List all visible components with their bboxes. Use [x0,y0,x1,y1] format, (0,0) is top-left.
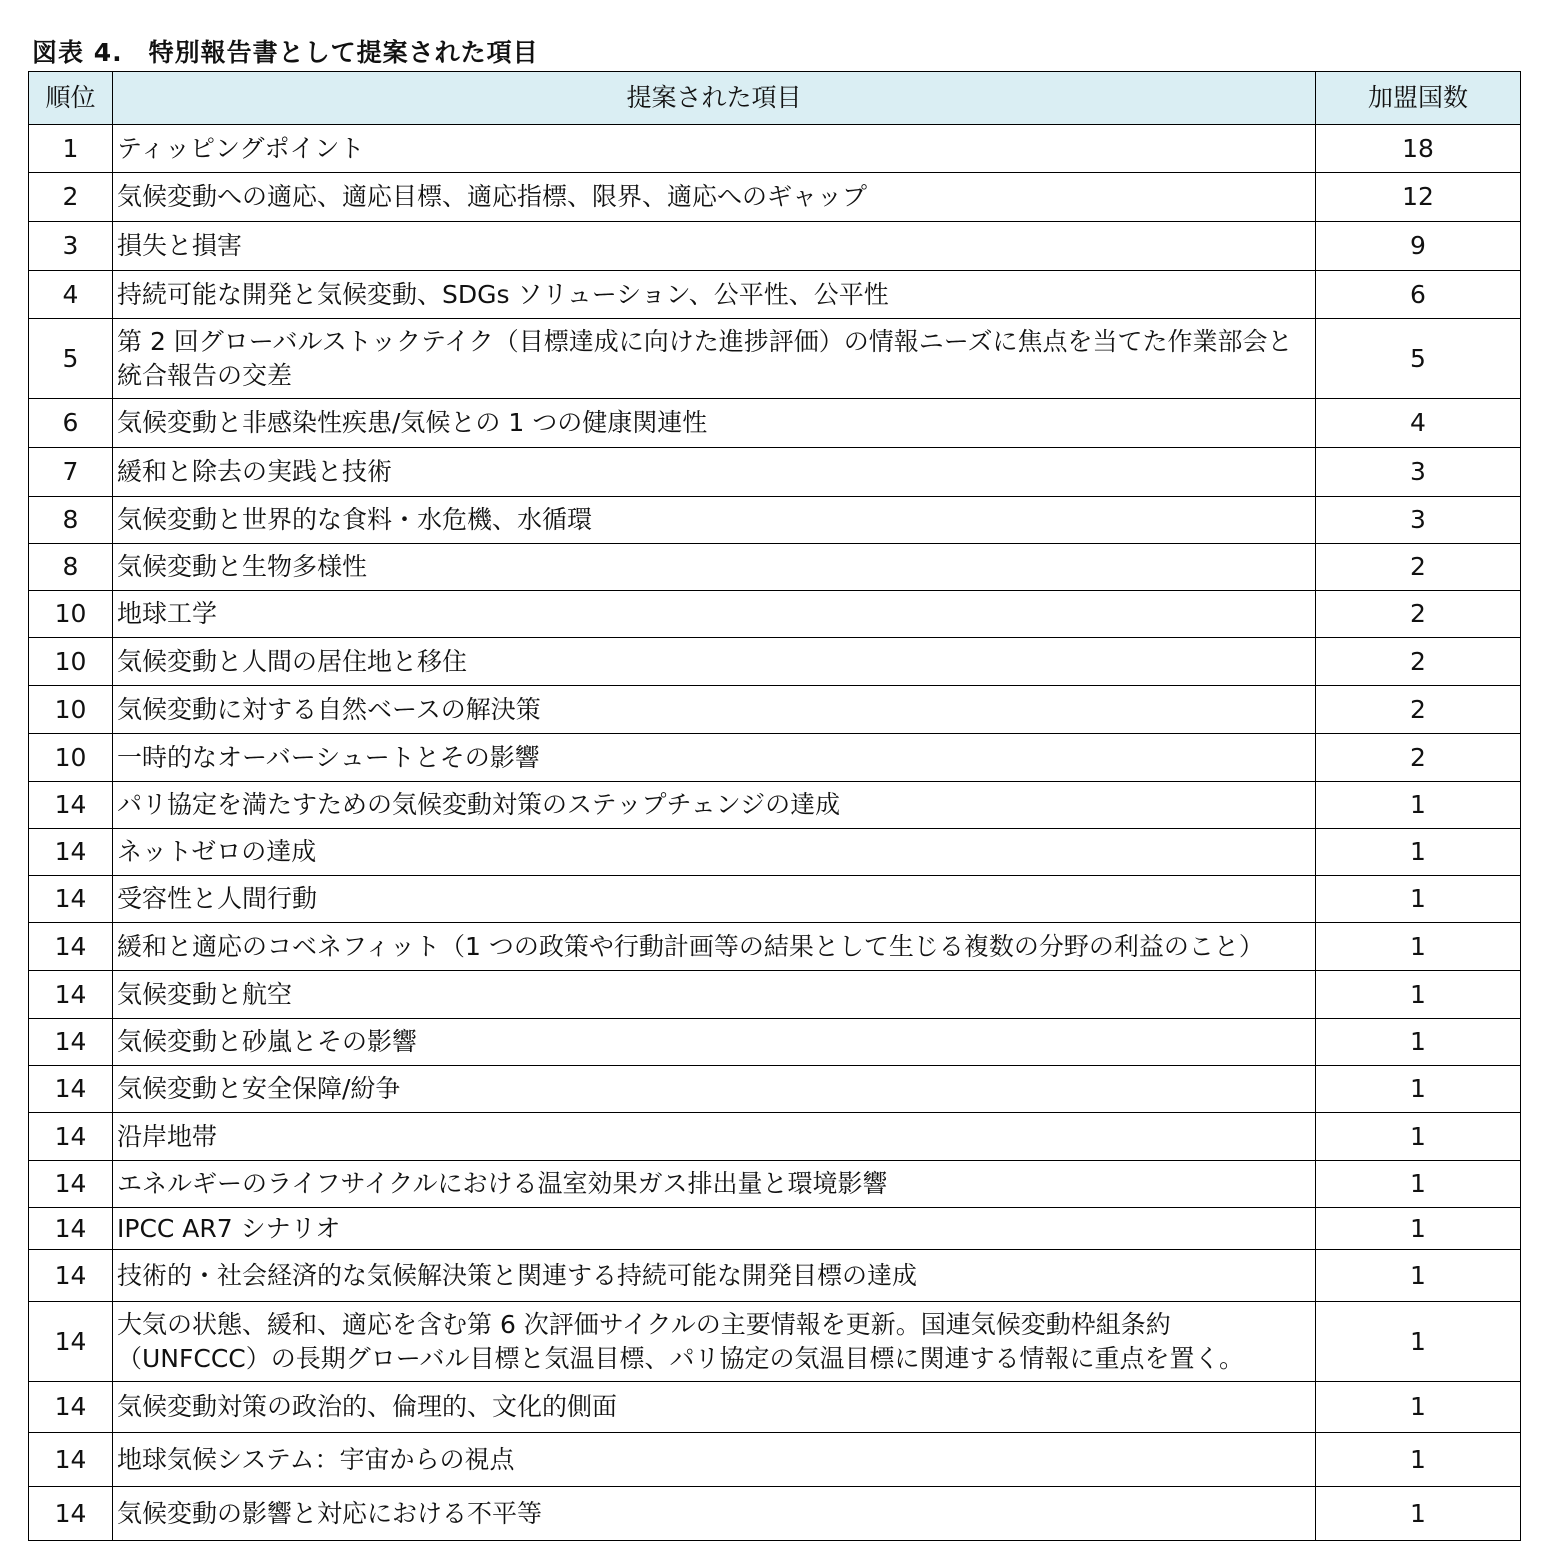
rank-cell: 14 [29,1208,113,1250]
rank-cell: 10 [29,638,113,686]
table-row [29,971,1521,1019]
table-row [29,1487,1521,1541]
header-item: 提案された項目 [113,72,1316,125]
count-cell: 1 [1316,876,1521,923]
count-cell: 2 [1316,591,1521,638]
table-row [29,591,1521,638]
item-cell: IPCC AR7 シナリオ [113,1208,1316,1250]
table-row [29,686,1521,734]
rank-cell: 14 [29,1433,113,1487]
count-cell: 1 [1316,1382,1521,1433]
item-cell: 気候変動に対する自然ベースの解決策 [113,686,1316,734]
count-cell: 1 [1316,1302,1521,1382]
table-row [29,876,1521,923]
count-cell: 1 [1316,923,1521,971]
item-cell: 持続可能な開発と気候変動、SDGs ソリューション、公平性、公平性 [113,271,1316,319]
item-cell: 気候変動への適応、適応目標、適応指標、限界、適応へのギャップ [113,173,1316,222]
item-cell: ネットゼロの達成 [113,829,1316,876]
rank-cell: 4 [29,271,113,319]
count-cell: 1 [1316,1208,1521,1250]
count-cell: 1 [1316,1019,1521,1066]
proposed-items-table [28,71,1521,1541]
rank-cell: 7 [29,448,113,497]
item-cell: 気候変動対策の政治的、倫理的、文化的側面 [113,1382,1316,1433]
count-cell: 1 [1316,1066,1521,1113]
rank-cell: 8 [29,497,113,544]
rank-cell: 14 [29,1019,113,1066]
item-cell: エネルギーのライフサイクルにおける温室効果ガス排出量と環境影響 [113,1161,1316,1208]
item-cell: 気候変動の影響と対応における不平等 [113,1487,1316,1541]
count-cell: 1 [1316,782,1521,829]
rank-cell: 14 [29,1250,113,1302]
rank-cell: 14 [29,1066,113,1113]
rank-cell: 14 [29,782,113,829]
table-row [29,271,1521,319]
item-cell: 地球工学 [113,591,1316,638]
item-cell: 地球気候システム：宇宙からの視点 [113,1433,1316,1487]
header-row [29,72,1521,125]
item-cell: 緩和と適応のコベネフィット（1 つの政策や行動計画等の結果として生じる複数の分野の利益のこと） [113,923,1316,971]
table-row [29,1208,1521,1250]
rank-cell: 1 [29,125,113,173]
table-row [29,1066,1521,1113]
item-cell: 気候変動と生物多様性 [113,544,1316,591]
count-cell: 1 [1316,971,1521,1019]
rank-cell: 14 [29,876,113,923]
rank-cell: 3 [29,222,113,271]
table-row [29,399,1521,448]
table-row [29,125,1521,173]
table-row [29,544,1521,591]
header-count: 加盟国数 [1316,72,1521,125]
item-cell: 気候変動と砂嵐とその影響 [113,1019,1316,1066]
rank-cell: 14 [29,971,113,1019]
rank-cell: 10 [29,734,113,782]
table-row [29,1302,1521,1382]
rank-cell: 10 [29,591,113,638]
item-cell: 気候変動と世界的な食料・水危機、水循環 [113,497,1316,544]
table-title: 図表 4. 特別報告書として提案された項目 [32,38,539,67]
count-cell: 3 [1316,497,1521,544]
rank-cell: 14 [29,1302,113,1382]
item-cell: パリ協定を満たすための気候変動対策のステップチェンジの達成 [113,782,1316,829]
table-row [29,1113,1521,1161]
count-cell: 12 [1316,173,1521,222]
count-cell: 1 [1316,1113,1521,1161]
rank-cell: 14 [29,923,113,971]
table-row [29,1382,1521,1433]
item-cell: 大気の状態、緩和、適応を含む第 6 次評価サイクルの主要情報を更新。国連気候変動枠組条約（UNFCCC）の長期グローバル目標と気温目標、パリ協定の気温目標に関連する情報に重点を置く。 [113,1302,1316,1382]
item-cell: 気候変動と安全保障/紛争 [113,1066,1316,1113]
item-cell: 一時的なオーバーシュートとその影響 [113,734,1316,782]
count-cell: 1 [1316,1433,1521,1487]
rank-cell: 2 [29,173,113,222]
count-cell: 2 [1316,686,1521,734]
rank-cell: 8 [29,544,113,591]
item-cell: 気候変動と人間の居住地と移住 [113,638,1316,686]
item-cell: 損失と損害 [113,222,1316,271]
count-cell: 4 [1316,399,1521,448]
item-cell: 技術的・社会経済的な気候解決策と関連する持続可能な開発目標の達成 [113,1250,1316,1302]
count-cell: 5 [1316,319,1521,399]
table-row [29,448,1521,497]
rank-cell: 5 [29,319,113,399]
rank-cell: 14 [29,1161,113,1208]
item-cell: 緩和と除去の実践と技術 [113,448,1316,497]
item-cell: 第 2 回グローバルストックテイク（目標達成に向けた進捗評価）の情報ニーズに焦点を当てた作業部会と統合報告の交差 [113,319,1316,399]
count-cell: 1 [1316,1250,1521,1302]
table-row [29,829,1521,876]
rank-cell: 14 [29,829,113,876]
table-row [29,1250,1521,1302]
rank-cell: 6 [29,399,113,448]
rank-cell: 10 [29,686,113,734]
item-cell: 沿岸地帯 [113,1113,1316,1161]
count-cell: 1 [1316,1487,1521,1541]
table-row [29,173,1521,222]
count-cell: 2 [1316,734,1521,782]
count-cell: 2 [1316,638,1521,686]
table-row [29,638,1521,686]
rank-cell: 14 [29,1113,113,1161]
table-row [29,1019,1521,1066]
count-cell: 3 [1316,448,1521,497]
count-cell: 2 [1316,544,1521,591]
table-row [29,1161,1521,1208]
count-cell: 18 [1316,125,1521,173]
table-row [29,222,1521,271]
table-row [29,782,1521,829]
table-row [29,319,1521,399]
rank-cell: 14 [29,1382,113,1433]
count-cell: 9 [1316,222,1521,271]
rank-cell: 14 [29,1487,113,1541]
item-cell: 気候変動と非感染性疾患/気候との 1 つの健康関連性 [113,399,1316,448]
item-cell: 受容性と人間行動 [113,876,1316,923]
count-cell: 6 [1316,271,1521,319]
table-row [29,923,1521,971]
table-row [29,734,1521,782]
item-cell: 気候変動と航空 [113,971,1316,1019]
count-cell: 1 [1316,829,1521,876]
count-cell: 1 [1316,1161,1521,1208]
header-rank: 順位 [29,72,113,125]
item-cell: ティッピングポイント [113,125,1316,173]
table-row [29,1433,1521,1487]
table-row [29,497,1521,544]
